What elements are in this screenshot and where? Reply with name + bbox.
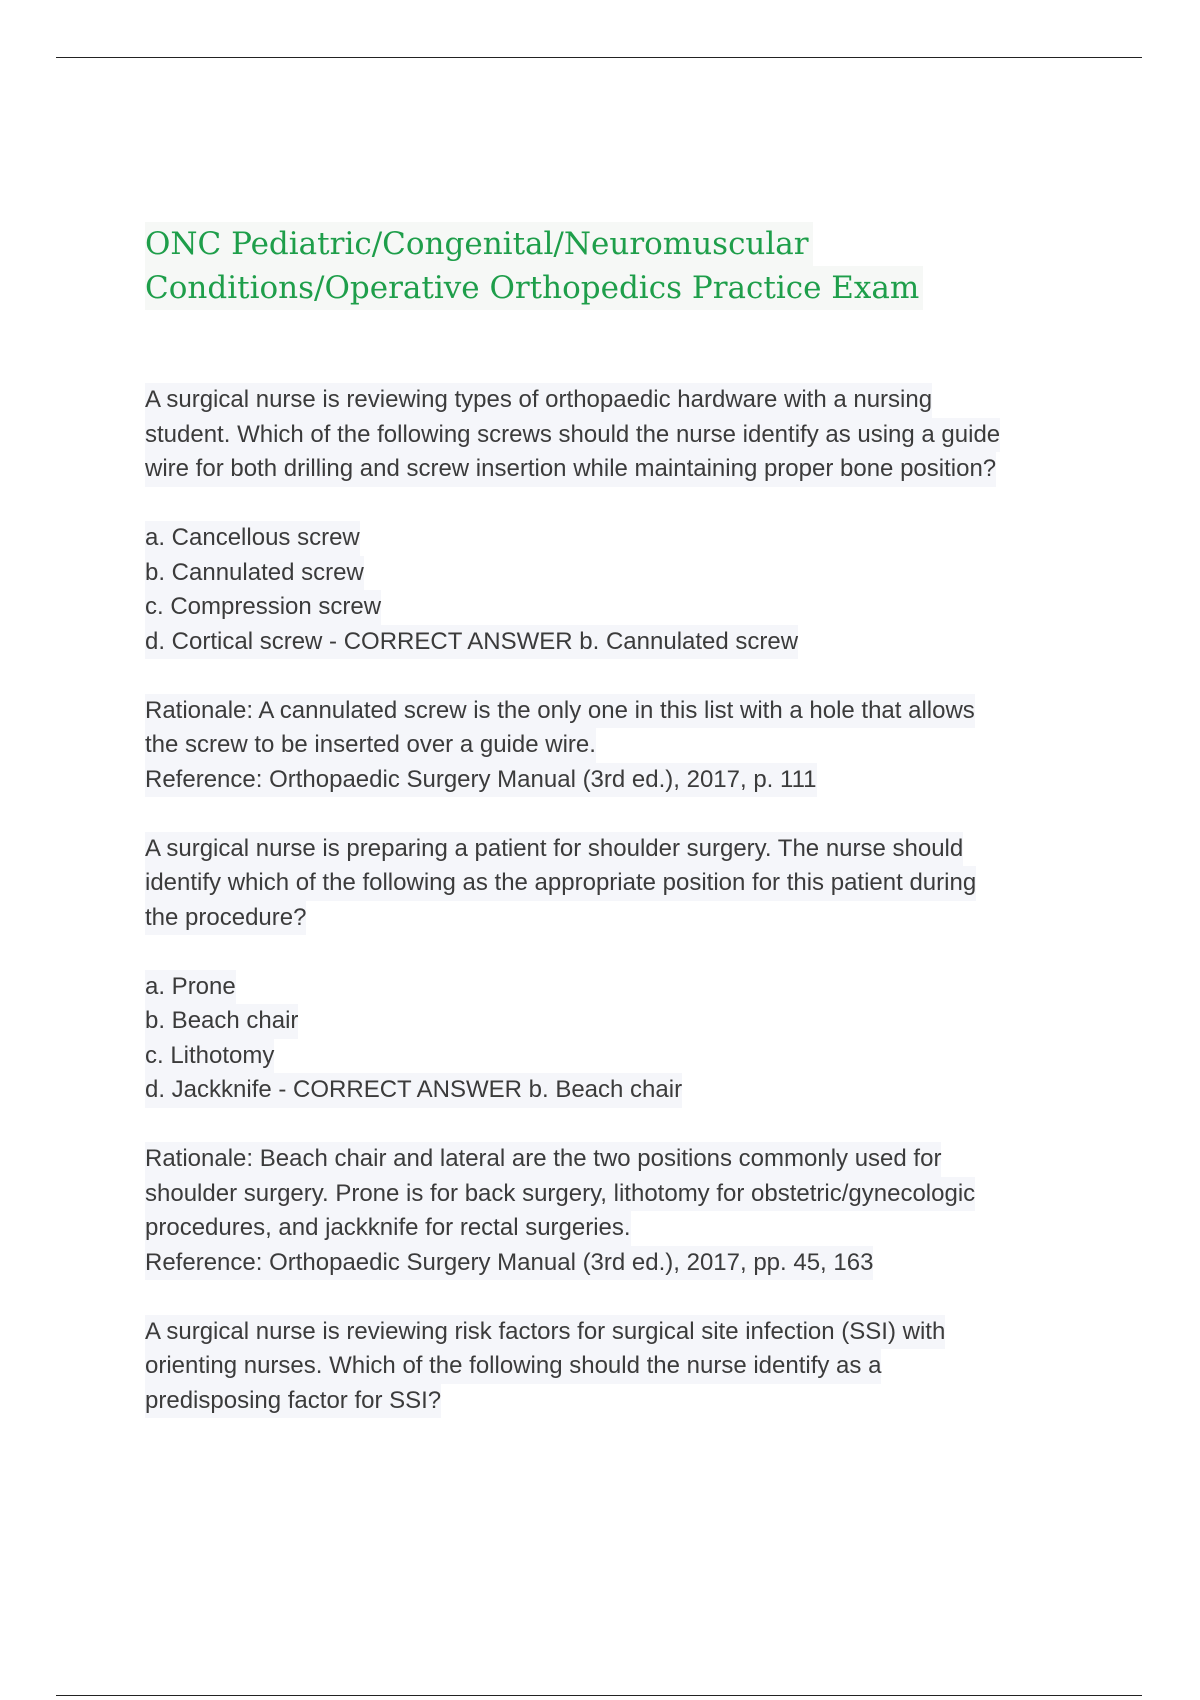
option-item: a. Prone [145, 970, 236, 1005]
reference-line: Reference: Orthopaedic Surgery Manual (3rd ed.), 2017, pp. 45, 163 [145, 1246, 873, 1281]
question-2-stem [145, 832, 1105, 936]
option-item: c. Compression screw [145, 590, 381, 625]
question-3-stem [145, 1315, 1105, 1419]
question-2-rationale [145, 1142, 1105, 1280]
text-line: wire for both drilling and screw insertion while maintaining proper bone position? [145, 452, 996, 487]
text-line: Rationale: Beach chair and lateral are the two positions commonly used for [145, 1142, 941, 1177]
text-line: the procedure? [145, 901, 306, 936]
text-line: procedures, and jackknife for rectal surgeries. [145, 1211, 631, 1246]
text-line: student. Which of the following screws should the nurse identify as using a guide [145, 418, 1000, 453]
question-1-rationale [145, 694, 1105, 798]
question-2-options [145, 970, 1105, 1108]
option-item: c. Lithotomy [145, 1039, 274, 1074]
reference-line: Reference: Orthopaedic Surgery Manual (3rd ed.), 2017, p. 111 [145, 763, 817, 798]
text-line: shoulder surgery. Prone is for back surgery, lithotomy for obstetric/gynecologic [145, 1177, 975, 1212]
text-line: A surgical nurse is preparing a patient for shoulder surgery. The nurse should [145, 832, 963, 867]
title-line: ONC Pediatric/Congenital/Neuromuscular [145, 222, 813, 266]
question-1-options [145, 521, 1105, 659]
text-line: Rationale: A cannulated screw is the only one in this list with a hole that allows [145, 694, 975, 729]
document-body [145, 222, 1105, 1418]
top-rule [56, 57, 1142, 58]
option-item-with-answer: d. Jackknife - CORRECT ANSWER b. Beach chair [145, 1073, 682, 1108]
question-1-stem [145, 383, 1105, 487]
text-line: A surgical nurse is reviewing types of orthopaedic hardware with a nursing [145, 383, 932, 418]
text-line: A surgical nurse is reviewing risk factors for surgical site infection (SSI) with [145, 1315, 945, 1350]
title-line: Conditions/Operative Orthopedics Practice Exam [145, 266, 923, 310]
option-item: b. Beach chair [145, 1004, 298, 1039]
option-item: b. Cannulated screw [145, 556, 364, 591]
text-line: identify which of the following as the appropriate position for this patient during [145, 866, 976, 901]
text-line: the screw to be inserted over a guide wire. [145, 728, 596, 763]
bottom-rule [56, 1695, 1142, 1696]
text-line: predisposing factor for SSI? [145, 1384, 441, 1419]
option-item: a. Cancellous screw [145, 521, 360, 556]
page-title [145, 222, 1105, 310]
option-item-with-answer: d. Cortical screw - CORRECT ANSWER b. Cannulated screw [145, 625, 798, 660]
text-line: orienting nurses. Which of the following should the nurse identify as a [145, 1349, 881, 1384]
